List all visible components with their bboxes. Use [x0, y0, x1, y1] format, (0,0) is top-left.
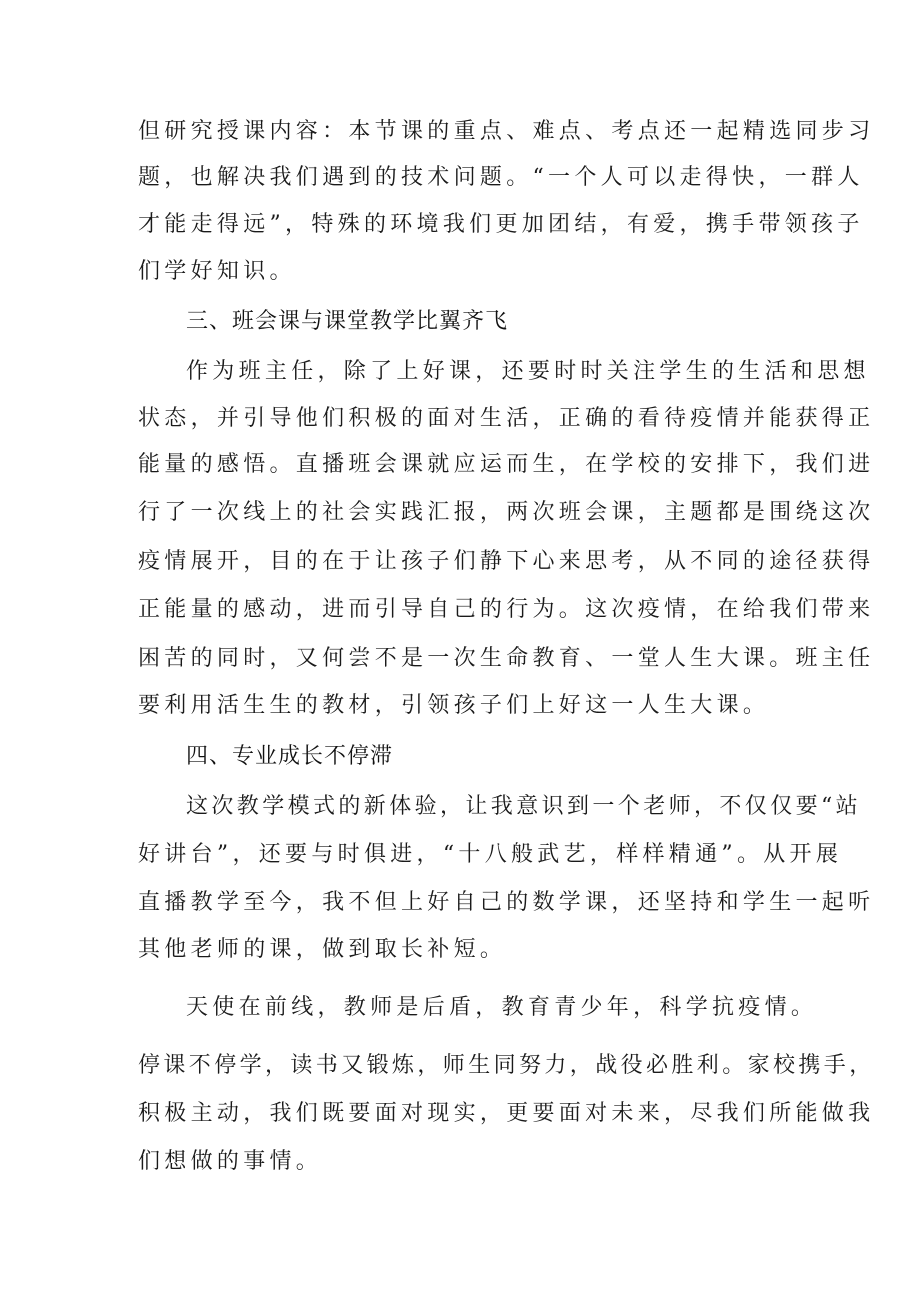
- text-line: 们学好知识。: [138, 259, 296, 284]
- text-line: 这次教学模式的新体验，让我意识到一个老师，不仅仅要“站: [186, 794, 862, 819]
- text-line: 停课不停学，读书又锻炼，师生同努力，战役必胜利。家校携手，: [138, 1053, 875, 1078]
- text-line: 困苦的同时，又何尝不是一次生命教育、一堂人生大课。班主任: [138, 646, 875, 671]
- text-line: 疫情展开，目的在于让孩子们静下心来思考，从不同的途径获得: [138, 549, 875, 574]
- text-line: 其他老师的课，做到取长补短。: [138, 937, 507, 962]
- text-line: 状态，并引导他们积极的面对生活，正确的看待疫情并能获得正: [138, 406, 875, 431]
- text-line: 作为班主任，除了上好课，还要时时关注学生的生活和思想: [186, 359, 870, 384]
- text-line: 好讲台”，还要与时俱进，“十八般武艺，样样精通”。从开展: [138, 842, 843, 867]
- text-line: 要利用活生生的教材，引领孩子们上好这一人生大课。: [138, 693, 770, 718]
- section-heading-4: 四、专业成长不停滞: [186, 744, 394, 769]
- text-line: 积极主动，我们既要面对现实，更要面对未来，尽我们所能做我: [138, 1101, 875, 1126]
- text-line: 题，也解决我们遇到的技术问题。“一个人可以走得快，一群人: [138, 165, 864, 190]
- text-line: 天使在前线，教师是后盾，教育青少年，科学抗疫情。: [186, 995, 818, 1020]
- text-line: 但研究授课内容：本节课的重点、难点、考点还一起精选同步习: [138, 119, 875, 144]
- text-line: 们想做的事情。: [138, 1149, 323, 1174]
- text-line: 能量的感悟。直播班会课就应运而生，在学校的安排下，我们进: [138, 452, 875, 477]
- text-line: 才能走得远”，特殊的环境我们更加团结，有爱，携手带领孩子: [138, 212, 864, 237]
- text-line: 行了一次线上的社会实践汇报，两次班会课，主题都是围绕这次: [138, 500, 875, 525]
- text-line: 正能量的感动，进而引导自己的行为。这次疫情，在给我们带来: [138, 597, 875, 622]
- section-heading-3: 三、班会课与课堂教学比翼齐飞: [186, 309, 509, 334]
- text-line: 直播教学至今，我不但上好自己的数学课，还坚持和学生一起听: [138, 890, 875, 915]
